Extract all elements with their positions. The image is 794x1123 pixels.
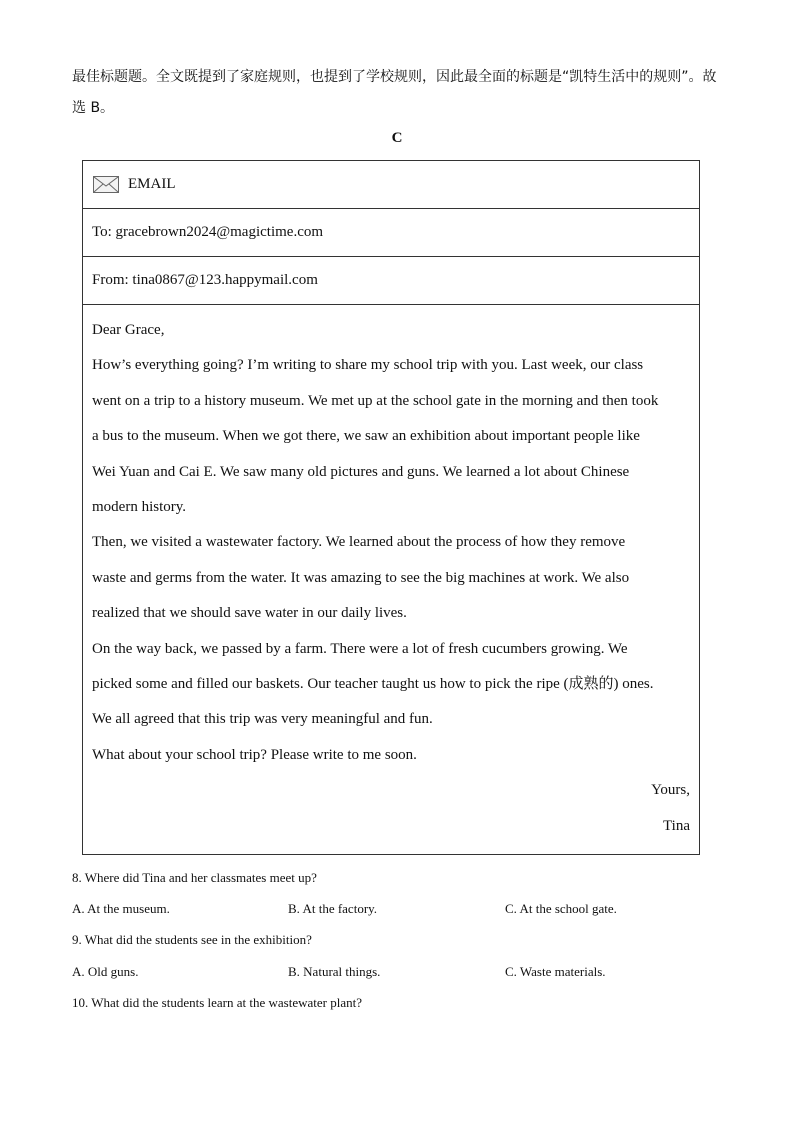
question-8-option-b: B. At the factory. — [288, 901, 378, 916]
email-body-line: We all agreed that this trip was very meaningful and fun. — [92, 711, 433, 728]
email-body-line: How’s everything going? I’m writing to share my school trip with you. Last week, our class — [92, 357, 644, 374]
email-header — [83, 161, 699, 209]
question-8-option-c: C. At the school gate. — [505, 901, 617, 916]
question-8-option-a: A. At the museum. — [72, 901, 170, 916]
intro-line-1: 最佳标题题。全文既提到了家庭规则，也提到了学校规则，因此最全面的标题是“凯特生活中的规则”。故 — [72, 69, 717, 85]
question-9-option-b: B. Natural things. — [288, 964, 381, 979]
email-body-line: realized that we should save water in our daily lives. — [92, 605, 407, 622]
email-body-line: modern history. — [92, 499, 187, 516]
email-from: From: tina0867@123.happymail.com — [83, 257, 699, 305]
email-body-line: Dear Grace, — [92, 322, 165, 338]
email-body-line: a bus to the museum. When we got there, we saw an exhibition about important people like — [92, 428, 640, 445]
question-9-option-a: A. Old guns. — [72, 964, 139, 979]
envelope-icon — [93, 176, 119, 193]
email-body-line: Wei Yuan and Cai E. We saw many old pictures and guns. We learned a lot about Chinese — [92, 463, 630, 480]
email-body-line: What about your school trip? Please write to me soon. — [92, 746, 417, 763]
question-8: 8. Where did Tina and her classmates meet up? — [72, 870, 317, 885]
email-to: To: gracebrown2024@magictime.com — [83, 209, 699, 257]
email-signature: Tina — [663, 817, 690, 834]
email-body-line: On the way back, we passed by a farm. There were a lot of fresh cucumbers growing. We — [92, 640, 628, 657]
email-body-line: picked some and filled our baskets. Our teacher taught us how to pick the ripe (成熟的) ones. — [92, 676, 654, 693]
section-letter: C — [391, 130, 403, 146]
question-9: 9. What did the students see in the exhibition? — [72, 932, 312, 947]
email-body-line: went on a trip to a history museum. We met up at the school gate in the morning and then took — [92, 392, 659, 409]
intro-line-2: 选 B。 — [72, 100, 115, 116]
email-body-line: Then, we visited a wastewater factory. We learned about the process of how they remove — [92, 534, 626, 551]
email-closing: Yours, — [651, 782, 690, 799]
question-9-option-c: C. Waste materials. — [505, 964, 606, 979]
email-header-label: EMAIL — [128, 176, 176, 192]
email-body-line: waste and germs from the water. It was amazing to see the big machines at work. We also — [92, 569, 630, 586]
intro-text — [72, 62, 732, 124]
email-card — [82, 160, 700, 855]
email-body — [83, 305, 699, 854]
question-10: 10. What did the students learn at the wastewater plant? — [72, 995, 362, 1010]
